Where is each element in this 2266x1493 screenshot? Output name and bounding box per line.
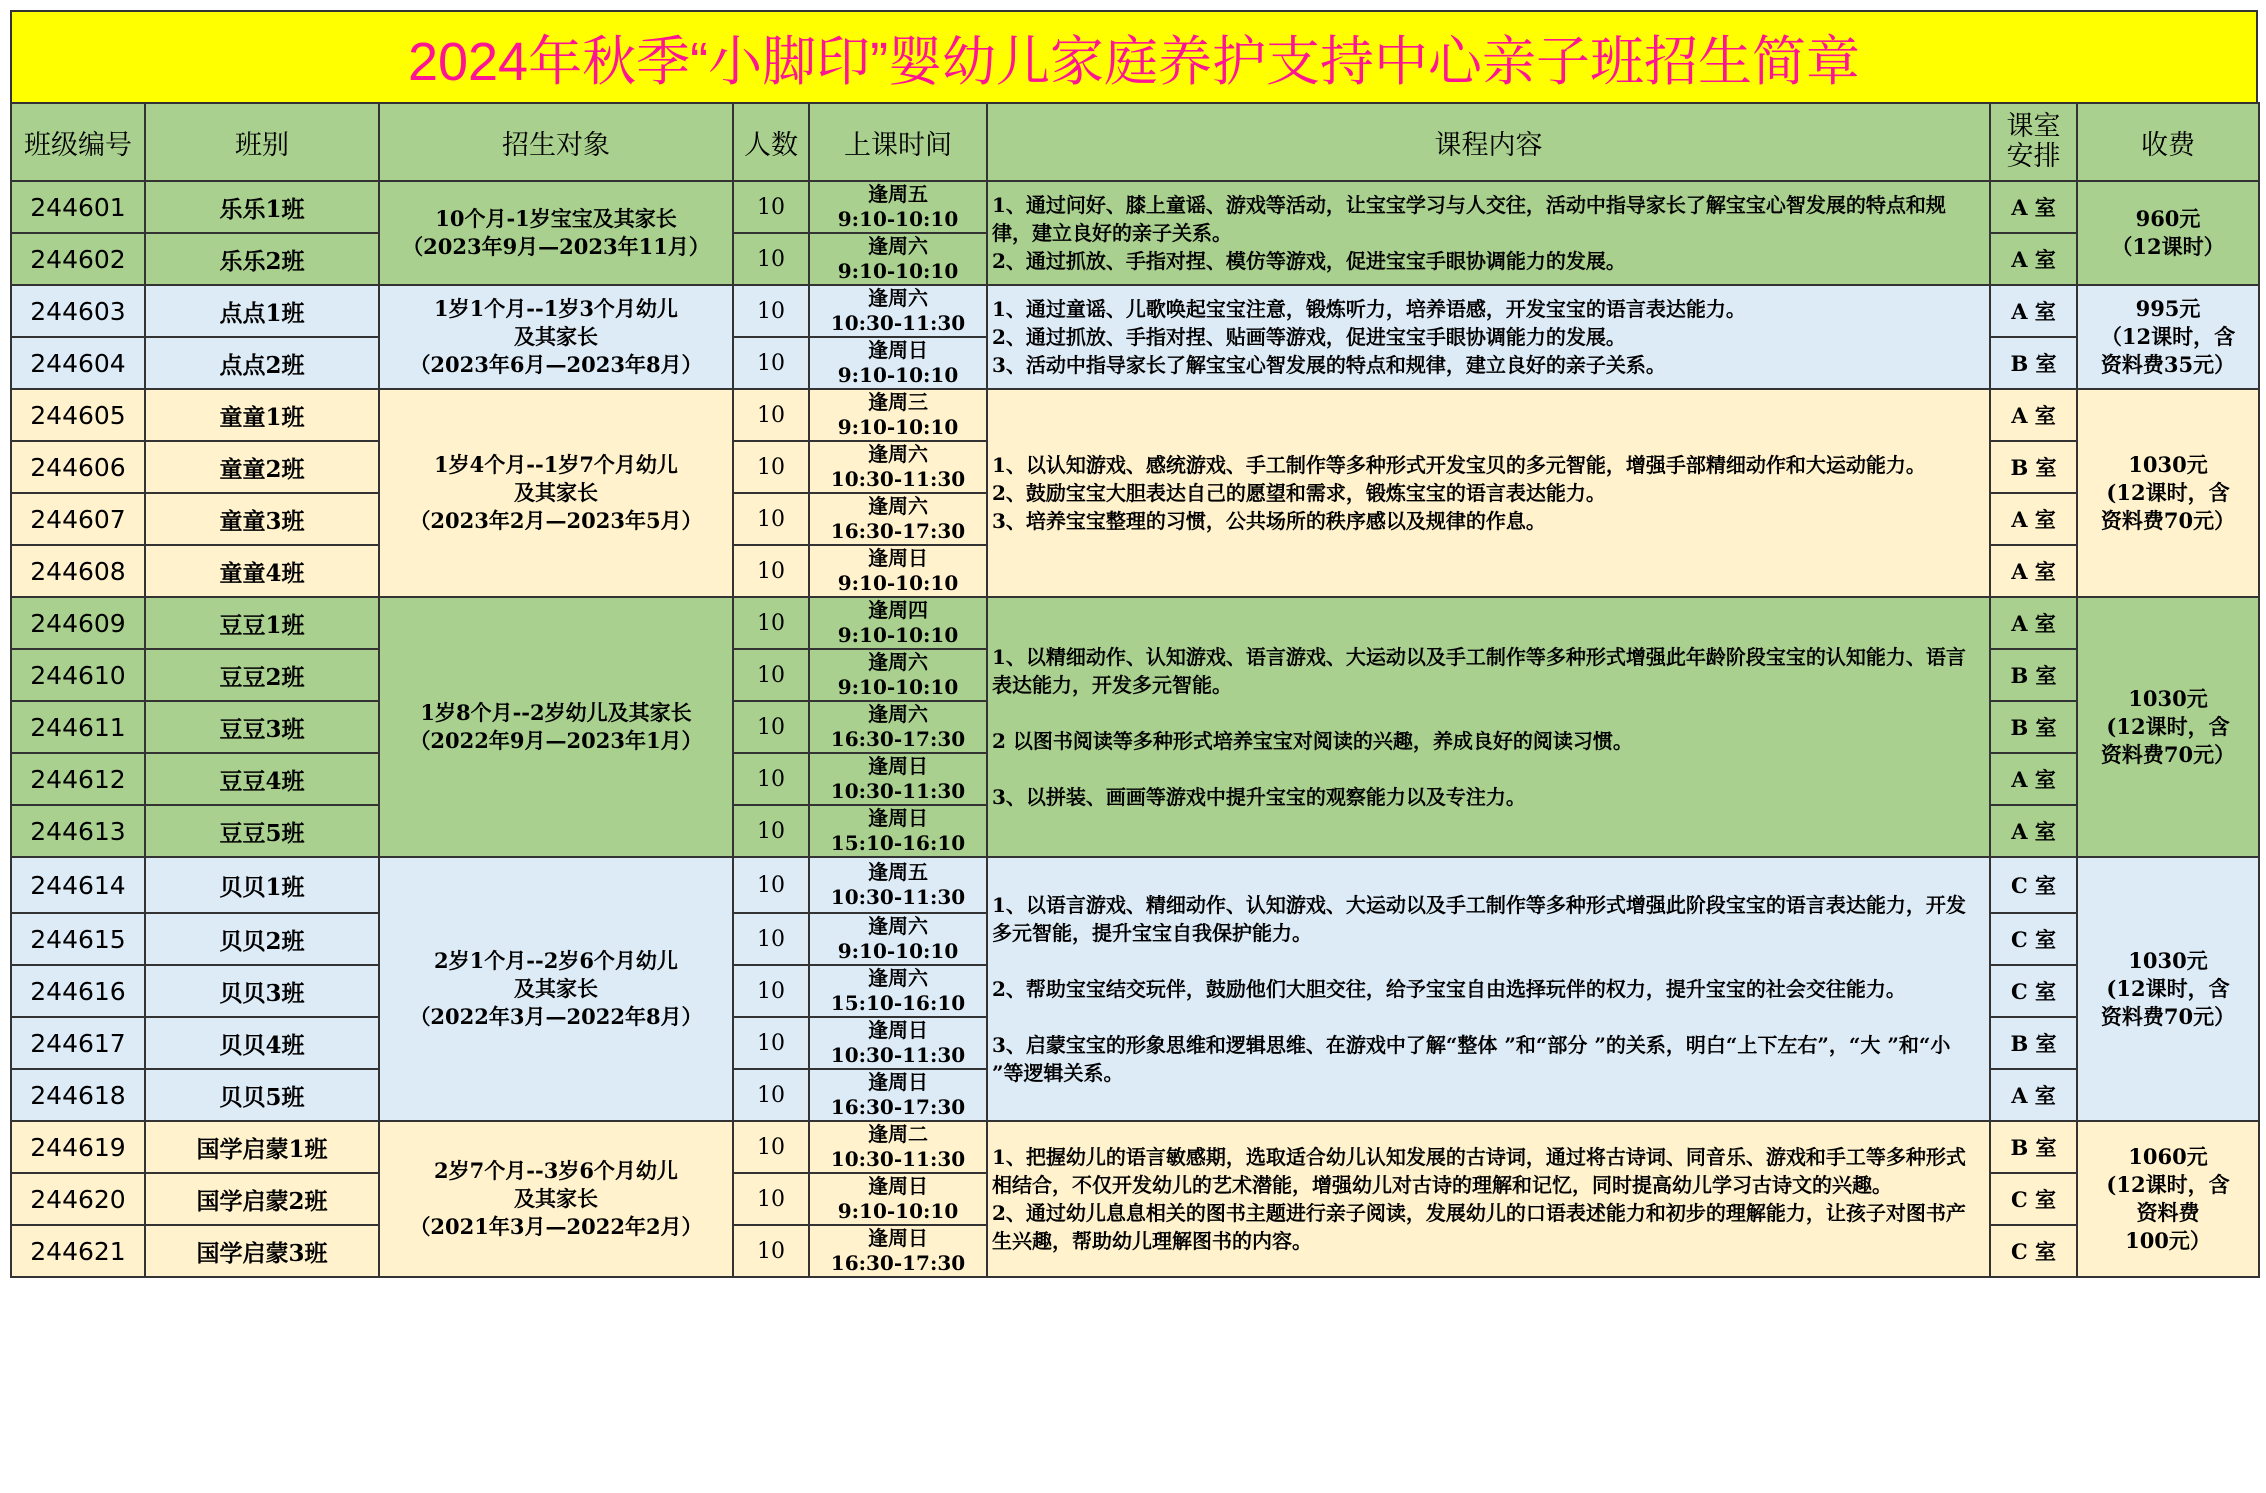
fee-cell bbox=[2077, 1121, 2259, 1277]
class-size: 10 bbox=[733, 857, 809, 913]
class-name: 乐乐1班 bbox=[145, 181, 379, 233]
class-code: 244618 bbox=[11, 1069, 145, 1121]
content-paragraph: 2 以图书阅读等多种形式培养宝宝对阅读的兴趣，养成良好的阅读习惯。 bbox=[992, 729, 1633, 753]
class-hours: 16:30-17:30 bbox=[830, 1251, 966, 1275]
class-hours: 15:10-16:10 bbox=[830, 831, 966, 855]
content-paragraph: 1、把握幼儿的语言敏感期，选取适合幼儿认知发展的古诗词，通过将古诗词、同音乐、游戏和手工等多种形式相结合，不仅开发幼儿的艺术潜能，增强幼儿对古诗的理解和记忆，同时提高幼儿学习古诗文的兴趣。 bbox=[992, 1145, 1966, 1197]
class-hours: 16:30-17:30 bbox=[830, 519, 966, 543]
fee-line: 1030元 bbox=[2128, 686, 2208, 711]
classroom: A 室 bbox=[1990, 493, 2077, 545]
header-room-line2: 安排 bbox=[2006, 141, 2061, 172]
class-code: 244603 bbox=[11, 285, 145, 337]
content-paragraph: 2、通过幼儿息息相关的图书主题进行亲子阅读，发展幼儿的口语表述能力和初步的理解能力，让孩子对图书产生兴趣，帮助幼儿理解图书的内容。 bbox=[992, 1201, 1966, 1253]
content-gap bbox=[992, 699, 1985, 727]
target-line: （2023年6月—2023年8月） bbox=[409, 352, 703, 377]
classroom: C 室 bbox=[1990, 857, 2077, 913]
class-time bbox=[809, 1225, 987, 1277]
class-hours: 10:30-11:30 bbox=[830, 1147, 966, 1171]
classroom: A 室 bbox=[1990, 753, 2077, 805]
class-hours: 16:30-17:30 bbox=[830, 727, 966, 751]
class-hours: 15:10-16:10 bbox=[830, 991, 966, 1015]
target-line: 及其家长 bbox=[514, 976, 598, 1001]
class-hours: 9:10-10:10 bbox=[837, 623, 959, 647]
class-day: 逢周日 bbox=[868, 806, 928, 830]
class-name: 乐乐2班 bbox=[145, 233, 379, 285]
class-name: 豆豆2班 bbox=[145, 649, 379, 701]
classroom: C 室 bbox=[1990, 913, 2077, 965]
class-size: 10 bbox=[733, 753, 809, 805]
classroom: A 室 bbox=[1990, 285, 2077, 337]
class-time bbox=[809, 805, 987, 857]
content-gap bbox=[992, 947, 1985, 975]
target-line: （2022年3月—2022年8月） bbox=[409, 1004, 703, 1029]
header-time: 上课时间 bbox=[809, 103, 987, 181]
class-code: 244613 bbox=[11, 805, 145, 857]
class-table bbox=[10, 102, 2260, 1278]
target-line: 1岁1个月--1岁3个月幼儿 bbox=[434, 296, 678, 321]
table-row bbox=[11, 857, 2259, 913]
class-code: 244604 bbox=[11, 337, 145, 389]
class-time bbox=[809, 233, 987, 285]
class-name: 贝贝3班 bbox=[145, 965, 379, 1017]
class-day: 逢周六 bbox=[868, 442, 928, 466]
fee-line: 960元 bbox=[2135, 206, 2201, 231]
table-body bbox=[11, 181, 2259, 1277]
class-time bbox=[809, 753, 987, 805]
class-hours: 9:10-10:10 bbox=[837, 675, 959, 699]
class-code: 244620 bbox=[11, 1173, 145, 1225]
classroom: B 室 bbox=[1990, 337, 2077, 389]
header-count: 人数 bbox=[733, 103, 809, 181]
class-day: 逢周日 bbox=[868, 754, 928, 778]
classroom: A 室 bbox=[1990, 805, 2077, 857]
classroom: A 室 bbox=[1990, 597, 2077, 649]
target-line: 2岁7个月--3岁6个月幼儿 bbox=[434, 1158, 678, 1183]
fee-line: 1030元 bbox=[2128, 452, 2208, 477]
enrollment-target bbox=[379, 1121, 733, 1277]
class-size: 10 bbox=[733, 545, 809, 597]
class-size: 10 bbox=[733, 337, 809, 389]
class-time bbox=[809, 1017, 987, 1069]
enrollment-target bbox=[379, 597, 733, 857]
class-day: 逢周六 bbox=[868, 650, 928, 674]
header-room-line1: 课室 bbox=[2006, 111, 2061, 142]
class-size: 10 bbox=[733, 913, 809, 965]
classroom: B 室 bbox=[1990, 1017, 2077, 1069]
target-line: （2023年2月—2023年5月） bbox=[409, 508, 703, 533]
target-line: 及其家长 bbox=[514, 480, 598, 505]
content-paragraph: 2、帮助宝宝结交玩伴，鼓励他们大胆交往，给予宝宝自由选择玩伴的权力，提升宝宝的社会交往能力。 bbox=[992, 977, 1906, 1001]
class-name: 童童3班 bbox=[145, 493, 379, 545]
class-name: 童童4班 bbox=[145, 545, 379, 597]
fee-cell bbox=[2077, 285, 2259, 389]
course-content bbox=[987, 1121, 1990, 1277]
class-size: 10 bbox=[733, 1017, 809, 1069]
class-time bbox=[809, 649, 987, 701]
target-line: 及其家长 bbox=[514, 1186, 598, 1211]
course-content bbox=[987, 597, 1990, 857]
class-time bbox=[809, 597, 987, 649]
class-time bbox=[809, 545, 987, 597]
class-name: 国学启蒙2班 bbox=[145, 1173, 379, 1225]
fee-cell bbox=[2077, 857, 2259, 1121]
fee-cell bbox=[2077, 389, 2259, 597]
class-hours: 9:10-10:10 bbox=[837, 571, 959, 595]
class-time bbox=[809, 181, 987, 233]
class-code: 244608 bbox=[11, 545, 145, 597]
class-day: 逢周五 bbox=[868, 182, 928, 206]
target-line: （2022年9月—2023年1月） bbox=[409, 728, 703, 753]
enrollment-target bbox=[379, 285, 733, 389]
content-paragraph: 3、以拼装、画画等游戏中提升宝宝的观察能力以及专注力。 bbox=[992, 785, 1526, 809]
content-paragraph: 2、通过抓放、手指对捏、贴画等游戏，促进宝宝手眼协调能力的发展。 bbox=[992, 325, 1626, 349]
class-time bbox=[809, 1121, 987, 1173]
class-code: 244610 bbox=[11, 649, 145, 701]
class-day: 逢周日 bbox=[868, 1226, 928, 1250]
classroom: B 室 bbox=[1990, 649, 2077, 701]
class-name: 点点1班 bbox=[145, 285, 379, 337]
class-name: 贝贝4班 bbox=[145, 1017, 379, 1069]
content-paragraph: 3、启蒙宝宝的形象思维和逻辑思维、在游戏中了解“整体 ”和“部分 ”的关系，明白“上下左右”，“大 ”和“小 ”等逻辑关系。 bbox=[992, 1033, 1951, 1085]
target-line: 10个月-1岁宝宝及其家长 bbox=[435, 206, 677, 231]
class-code: 244607 bbox=[11, 493, 145, 545]
class-time bbox=[809, 701, 987, 753]
header-target: 招生对象 bbox=[379, 103, 733, 181]
content-paragraph: 2、鼓励宝宝大胆表达自己的愿望和需求，锻炼宝宝的语言表达能力。 bbox=[992, 481, 1606, 505]
class-time bbox=[809, 389, 987, 441]
class-hours: 9:10-10:10 bbox=[837, 363, 959, 387]
class-hours: 9:10-10:10 bbox=[837, 415, 959, 439]
class-name: 豆豆4班 bbox=[145, 753, 379, 805]
table-row bbox=[11, 181, 2259, 233]
class-code: 244605 bbox=[11, 389, 145, 441]
classroom: A 室 bbox=[1990, 181, 2077, 233]
table-row bbox=[11, 285, 2259, 337]
class-day: 逢周六 bbox=[868, 966, 928, 990]
table-row bbox=[11, 389, 2259, 441]
class-name: 童童2班 bbox=[145, 441, 379, 493]
fee-line: 995元 bbox=[2135, 296, 2201, 321]
class-day: 逢周日 bbox=[868, 1070, 928, 1094]
class-day: 逢周日 bbox=[868, 338, 928, 362]
classroom: A 室 bbox=[1990, 545, 2077, 597]
class-size: 10 bbox=[733, 597, 809, 649]
class-day: 逢周六 bbox=[868, 494, 928, 518]
fee-line: (12课时，含 bbox=[2106, 714, 2230, 739]
classroom: C 室 bbox=[1990, 1225, 2077, 1277]
classroom: B 室 bbox=[1990, 1121, 2077, 1173]
class-size: 10 bbox=[733, 965, 809, 1017]
target-line: 1岁8个月--2岁幼儿及其家长 bbox=[420, 700, 692, 725]
class-hours: 10:30-11:30 bbox=[830, 779, 966, 803]
enrollment-target bbox=[379, 181, 733, 285]
class-name: 贝贝1班 bbox=[145, 857, 379, 913]
course-content bbox=[987, 181, 1990, 285]
class-hours: 9:10-10:10 bbox=[837, 207, 959, 231]
content-paragraph: 1、通过问好、膝上童谣、游戏等活动，让宝宝学习与人交往，活动中指导家长了解宝宝心智发展的特点和规律，建立良好的亲子关系。 bbox=[992, 193, 1946, 245]
enrollment-target bbox=[379, 389, 733, 597]
course-content bbox=[987, 857, 1990, 1121]
content-paragraph: 1、以认知游戏、感统游戏、手工制作等多种形式开发宝贝的多元智能，增强手部精细动作和大运动能力。 bbox=[992, 453, 1926, 477]
class-time bbox=[809, 1173, 987, 1225]
class-time bbox=[809, 965, 987, 1017]
fee-line: 1030元 bbox=[2128, 948, 2208, 973]
class-name: 豆豆1班 bbox=[145, 597, 379, 649]
class-name: 点点2班 bbox=[145, 337, 379, 389]
fee-line: (12课时，含 bbox=[2106, 976, 2230, 1001]
class-time bbox=[809, 913, 987, 965]
class-day: 逢周日 bbox=[868, 1018, 928, 1042]
classroom: B 室 bbox=[1990, 441, 2077, 493]
class-day: 逢周六 bbox=[868, 702, 928, 726]
class-size: 10 bbox=[733, 1173, 809, 1225]
class-hours: 10:30-11:30 bbox=[830, 467, 966, 491]
class-code: 244621 bbox=[11, 1225, 145, 1277]
class-code: 244617 bbox=[11, 1017, 145, 1069]
class-name: 国学启蒙1班 bbox=[145, 1121, 379, 1173]
class-name: 童童1班 bbox=[145, 389, 379, 441]
class-day: 逢周日 bbox=[868, 1174, 928, 1198]
class-code: 244602 bbox=[11, 233, 145, 285]
course-content bbox=[987, 389, 1990, 597]
table-row bbox=[11, 1121, 2259, 1173]
class-code: 244612 bbox=[11, 753, 145, 805]
class-hours: 9:10-10:10 bbox=[837, 259, 959, 283]
class-name: 贝贝2班 bbox=[145, 913, 379, 965]
class-name: 豆豆3班 bbox=[145, 701, 379, 753]
class-size: 10 bbox=[733, 181, 809, 233]
class-hours: 10:30-11:30 bbox=[830, 1043, 966, 1067]
class-code: 244614 bbox=[11, 857, 145, 913]
target-line: 1岁4个月--1岁7个月幼儿 bbox=[434, 452, 678, 477]
class-code: 244606 bbox=[11, 441, 145, 493]
enrollment-target bbox=[379, 857, 733, 1121]
classroom: A 室 bbox=[1990, 1069, 2077, 1121]
class-day: 逢周日 bbox=[868, 546, 928, 570]
page-title: 2024年秋季“小脚印”婴幼儿家庭养护支持中心亲子班招生简章 bbox=[10, 10, 2258, 102]
class-size: 10 bbox=[733, 1069, 809, 1121]
classroom: A 室 bbox=[1990, 389, 2077, 441]
class-size: 10 bbox=[733, 701, 809, 753]
class-size: 10 bbox=[733, 1121, 809, 1173]
class-time bbox=[809, 441, 987, 493]
class-time bbox=[809, 285, 987, 337]
class-size: 10 bbox=[733, 441, 809, 493]
header-class: 班别 bbox=[145, 103, 379, 181]
header-fee: 收费 bbox=[2077, 103, 2259, 181]
target-line: （2021年3月—2022年2月） bbox=[409, 1214, 703, 1239]
class-size: 10 bbox=[733, 285, 809, 337]
classroom: A 室 bbox=[1990, 233, 2077, 285]
classroom: C 室 bbox=[1990, 1173, 2077, 1225]
classroom: C 室 bbox=[1990, 965, 2077, 1017]
fee-line: 100元） bbox=[2125, 1228, 2211, 1253]
class-code: 244601 bbox=[11, 181, 145, 233]
class-hours: 9:10-10:10 bbox=[837, 939, 959, 963]
class-size: 10 bbox=[733, 233, 809, 285]
class-size: 10 bbox=[733, 1225, 809, 1277]
class-name: 豆豆5班 bbox=[145, 805, 379, 857]
fee-line: （12课时） bbox=[2111, 234, 2225, 259]
class-code: 244616 bbox=[11, 965, 145, 1017]
class-time bbox=[809, 857, 987, 913]
class-name: 贝贝5班 bbox=[145, 1069, 379, 1121]
class-code: 244619 bbox=[11, 1121, 145, 1173]
class-size: 10 bbox=[733, 649, 809, 701]
content-paragraph: 1、通过童谣、儿歌唤起宝宝注意，锻炼听力，培养语感，开发宝宝的语言表达能力。 bbox=[992, 297, 1746, 321]
content-paragraph: 2、通过抓放、手指对捏、模仿等游戏，促进宝宝手眼协调能力的发展。 bbox=[992, 249, 1626, 273]
target-line: （2023年9月—2023年11月） bbox=[402, 234, 710, 259]
class-time bbox=[809, 337, 987, 389]
class-hours: 10:30-11:30 bbox=[830, 311, 966, 335]
table-row bbox=[11, 597, 2259, 649]
class-day: 逢周六 bbox=[868, 234, 928, 258]
class-day: 逢周三 bbox=[868, 390, 928, 414]
class-day: 逢周六 bbox=[868, 914, 928, 938]
fee-cell bbox=[2077, 597, 2259, 857]
fee-line: （12课时，含 bbox=[2100, 324, 2236, 349]
class-day: 逢周五 bbox=[868, 860, 928, 884]
class-hours: 9:10-10:10 bbox=[837, 1199, 959, 1223]
class-code: 244611 bbox=[11, 701, 145, 753]
header-room bbox=[1990, 103, 2077, 181]
class-day: 逢周四 bbox=[868, 598, 928, 622]
class-hours: 10:30-11:30 bbox=[830, 885, 966, 909]
enrollment-sheet bbox=[10, 10, 2258, 1484]
content-paragraph: 3、培养宝宝整理的习惯，公共场所的秩序感以及规律的作息。 bbox=[992, 509, 1546, 533]
content-paragraph: 3、活动中指导家长了解宝宝心智发展的特点和规律，建立良好的亲子关系。 bbox=[992, 353, 1666, 377]
header-content: 课程内容 bbox=[987, 103, 1990, 181]
fee-line: 资料费70元） bbox=[2100, 742, 2236, 767]
classroom: B 室 bbox=[1990, 701, 2077, 753]
class-day: 逢周六 bbox=[868, 286, 928, 310]
fee-line: 资料费 bbox=[2136, 1200, 2200, 1225]
class-name: 国学启蒙3班 bbox=[145, 1225, 379, 1277]
class-code: 244609 bbox=[11, 597, 145, 649]
target-line: 2岁1个月--2岁6个月幼儿 bbox=[434, 948, 678, 973]
content-paragraph: 1、以精细动作、认知游戏、语言游戏、大运动以及手工制作等多种形式增强此年龄阶段宝宝的认知能力、语言表达能力，开发多元智能。 bbox=[992, 645, 1966, 697]
class-time bbox=[809, 493, 987, 545]
class-code: 244615 bbox=[11, 913, 145, 965]
class-time bbox=[809, 1069, 987, 1121]
fee-cell bbox=[2077, 181, 2259, 285]
class-day: 逢周二 bbox=[868, 1122, 928, 1146]
content-gap bbox=[992, 755, 1985, 783]
header-code: 班级编号 bbox=[11, 103, 145, 181]
class-size: 10 bbox=[733, 805, 809, 857]
fee-line: 资料费35元） bbox=[2100, 352, 2236, 377]
class-size: 10 bbox=[733, 389, 809, 441]
target-line: 及其家长 bbox=[514, 324, 598, 349]
fee-line: (12课时，含 bbox=[2106, 1172, 2230, 1197]
content-paragraph: 1、以语言游戏、精细动作、认知游戏、大运动以及手工制作等多种形式增强此阶段宝宝的语言表达能力，开发多元智能，提升宝宝自我保护能力。 bbox=[992, 893, 1966, 945]
class-size: 10 bbox=[733, 493, 809, 545]
fee-line: 1060元 bbox=[2128, 1144, 2208, 1169]
table-header-row bbox=[11, 103, 2259, 181]
class-hours: 16:30-17:30 bbox=[830, 1095, 966, 1119]
fee-line: (12课时，含 bbox=[2106, 480, 2230, 505]
course-content bbox=[987, 285, 1990, 389]
content-gap bbox=[992, 1003, 1985, 1031]
fee-line: 资料费70元） bbox=[2100, 1004, 2236, 1029]
fee-line: 资料费70元） bbox=[2100, 508, 2236, 533]
